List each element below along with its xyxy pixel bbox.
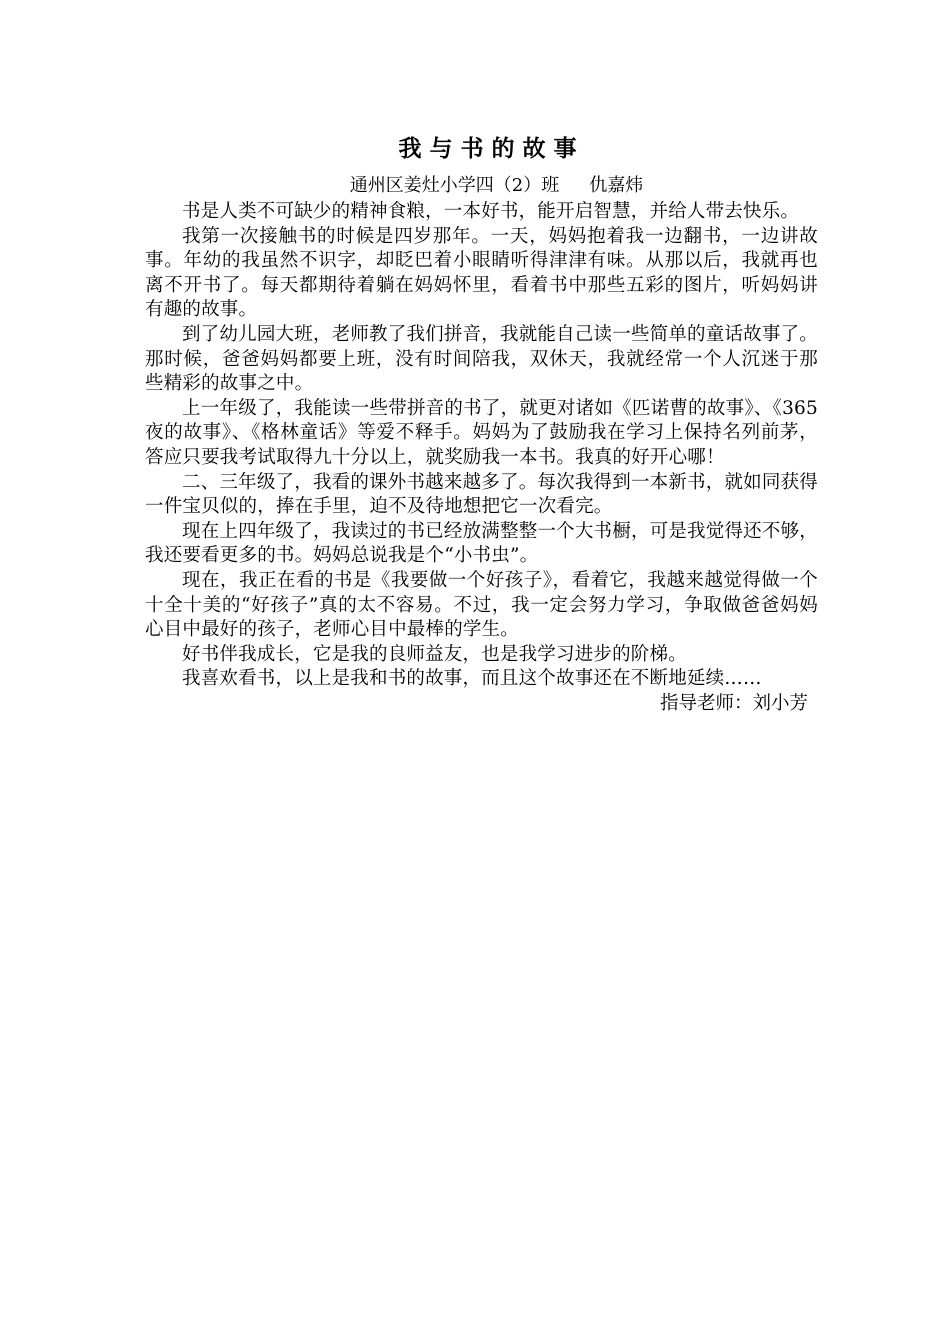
teacher-credit: 指导老师：刘小芳 bbox=[659, 692, 808, 714]
school-class: 通州区姜灶小学四（2）班 bbox=[349, 175, 560, 196]
author-name: 仇嘉炜 bbox=[589, 175, 644, 196]
paragraph-8: 好书伴我成长，它是我的良师益友，也是我学习进步的阶梯。 bbox=[182, 643, 687, 665]
paragraph-4: 上一年级了，我能读一些带拼音的书了，就更对诸如《匹诺曹的故事》、《365夜的故事》、《格林童话》等爱不释手。妈妈为了鼓励我在学习上保持名列前茅，答应只要我考试取得九十分以上，就奖励我一本书。我真的好开心哪！ bbox=[145, 397, 818, 468]
author-line bbox=[145, 174, 818, 198]
paragraph-1: 书是人类不可缺少的精神食粮，一本好书，能开启智慧，并给人带去快乐。 bbox=[182, 201, 800, 222]
paragraph-6: 现在上四年级了，我读过的书已经放满整整一个大书橱，可是我觉得还不够，我还要看更多的书。妈妈总说我是个“小书虫”。 bbox=[145, 520, 818, 567]
paragraph-9: 我喜欢看书，以上是我和书的故事，而且这个故事还在不断地延续…… bbox=[182, 668, 762, 690]
document-page bbox=[145, 134, 818, 716]
document-title: 我与书的故事 bbox=[398, 135, 585, 162]
paragraph-7: 现在，我正在看的书是《我要做一个好孩子》，看着它，我越来越觉得做一个十全十美的“好孩子”真的太不容易。不过，我一定会努力学习，争取做爸爸妈妈心目中最好的孩子，老师心目中最棒的学生。 bbox=[145, 569, 818, 641]
paragraph-5: 二、三年级了，我看的课外书越来越多了。每次我得到一本新书，就如同获得一件宝贝似的，捧在手里，迫不及待地想把它一次看完。 bbox=[145, 471, 818, 518]
paragraph-3: 到了幼儿园大班，老师教了我们拼音，我就能自己读一些简单的童话故事了。那时候，爸爸妈妈都要上班，没有时间陪我，双休天，我就经常一个人沉迷于那些精彩的故事之中。 bbox=[145, 323, 818, 395]
paragraph-2: 我第一次接触书的时候是四岁那年。一天，妈妈抱着我一边翻书，一边讲故事。年幼的我虽然不识字，却眨巴着小眼睛听得津津有味。从那以后，我就再也离不开书了。每天都期待着躺在妈妈怀里，看着书中那些五彩的图片，听妈妈讲有趣的故事。 bbox=[145, 225, 818, 321]
